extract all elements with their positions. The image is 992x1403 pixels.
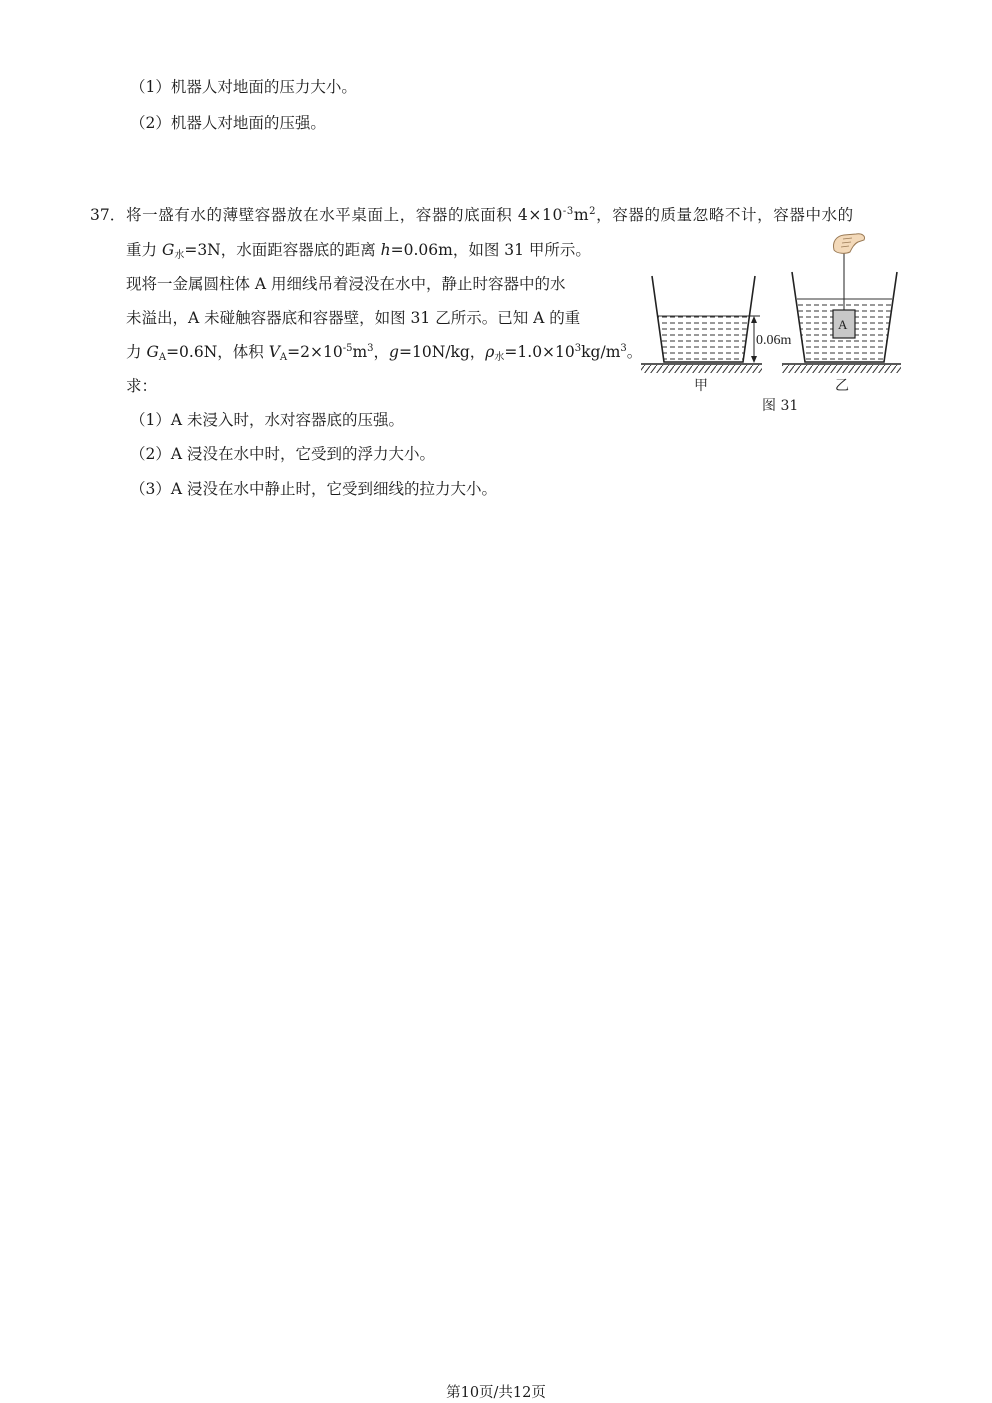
prev-subquestion-2: （2）机器人对地面的压强。: [130, 114, 326, 132]
question-text-line-5: [126, 342, 642, 362]
text: kg/m: [581, 343, 621, 361]
text: =2×10: [287, 343, 343, 361]
hand-icon: [833, 234, 864, 254]
label-yi: 乙: [835, 378, 849, 394]
question-text-line-3: 现将一金属圆柱体 A 用细线吊着浸没在水中，静止时容器中的水: [126, 275, 566, 293]
text: =0.6N，体积: [166, 343, 269, 361]
height-label: 0.06m: [756, 333, 792, 348]
question-number: 37．: [90, 206, 126, 224]
text: m: [573, 206, 590, 224]
symbol-h: h: [380, 241, 391, 259]
subscript: A: [158, 352, 167, 363]
text: ，: [373, 343, 390, 361]
symbol-g: g: [389, 343, 399, 361]
text: =0.06m，如图 31 甲所示。: [390, 241, 591, 259]
exponent: 3: [620, 343, 627, 354]
container-yi: [782, 234, 901, 394]
text: =3N，水面距容器底的距离: [184, 241, 381, 259]
exponent: -3: [562, 206, 574, 217]
subscript: 水: [494, 352, 505, 363]
figure-caption: 图 31: [762, 398, 799, 414]
subquestion-3: （3）A 浸没在水中静止时，它受到细线的拉力大小。: [130, 480, 497, 498]
question-text-line-1: [126, 205, 854, 225]
text: 。: [626, 343, 643, 361]
subscript: 水: [174, 250, 185, 261]
question-text-line-2: [126, 240, 591, 260]
question-text-line-6: 求：: [126, 377, 158, 395]
question-text-line-4: 未溢出，A 未碰触容器底和容器壁，如图 31 乙所示。已知 A 的重: [126, 309, 581, 327]
text: 将一盛有水的薄壁容器放在水平桌面上，容器的底面积 4×10: [126, 206, 563, 224]
text: =10N/kg，: [398, 343, 486, 361]
prev-subquestion-1: （1）机器人对地面的压力大小。: [130, 78, 357, 96]
subquestion-1: （1）A 未浸入时，水对容器底的压强。: [130, 411, 404, 429]
symbol-rho: ρ: [485, 343, 495, 361]
exponent: 2: [589, 206, 597, 217]
text: ，容器的质量忽略不计，容器中水的: [596, 206, 854, 224]
symbol-G: G: [161, 241, 175, 259]
container-jia: [641, 276, 792, 394]
ground-hatch-yi: [782, 365, 901, 373]
water-jia: [657, 316, 748, 362]
page-footer: 第10页/共12页: [446, 1385, 546, 1401]
text: m: [352, 343, 368, 361]
subscript: A: [279, 352, 288, 363]
symbol-V: V: [268, 343, 280, 361]
ground-hatch-jia: [641, 365, 762, 373]
subquestion-2: （2）A 浸没在水中时，它受到的浮力大小。: [130, 445, 435, 463]
text: 重力: [126, 241, 162, 259]
figure-31: [638, 230, 904, 418]
cylinder-label: A: [838, 317, 848, 332]
exponent: 3: [367, 343, 374, 354]
text: =1.0×10: [504, 343, 575, 361]
text: 力: [126, 343, 147, 361]
label-jia: 甲: [694, 378, 708, 394]
symbol-G: G: [146, 343, 159, 361]
exponent: -5: [342, 343, 353, 354]
exponent: 3: [574, 343, 582, 354]
